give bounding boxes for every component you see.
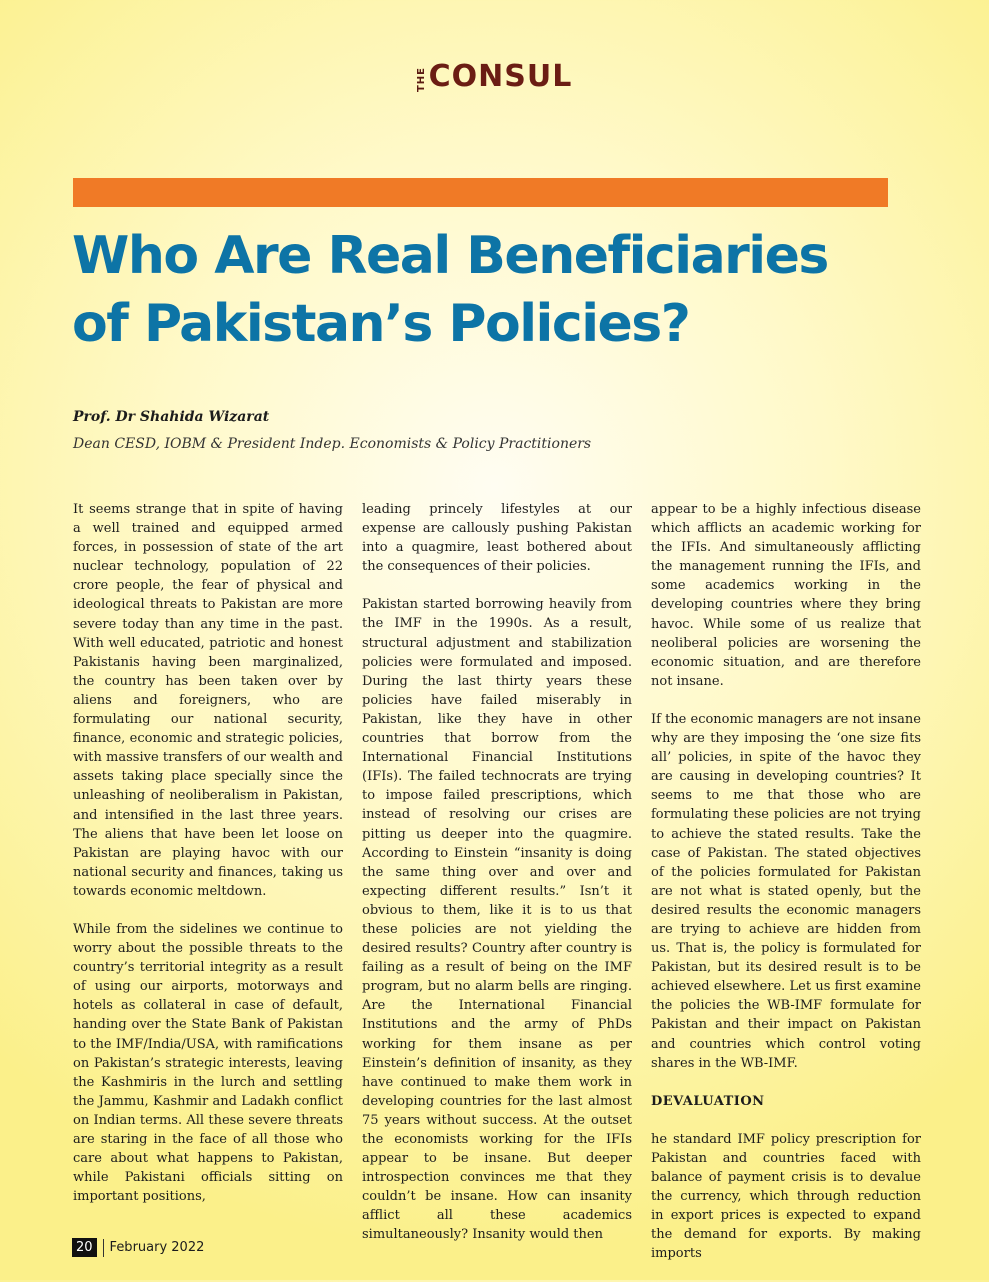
- section-heading: DEVALUATION: [651, 1093, 765, 1109]
- page-number: 20: [72, 1238, 97, 1257]
- title-line-1: Who Are Real Beneficiaries: [72, 226, 828, 286]
- masthead-the: THE: [415, 66, 427, 92]
- orange-header-bar: [73, 178, 888, 207]
- paragraph: Pakistan started borrowing heavily from the IMF in the 1990s. As a result, structural adjustment and stabilization policies were formulated and imposed. During the last thirty years these policies have failed miserably in Pakistan, like they have in other countries that borrow from the International Financial Institutions (IFIs). The failed technocrats are trying to impose failed prescriptions, which instead of resolving our crises are pitting us deeper into the quagmire. According to Einstein “insanity is doing the same thing over and over and expecting different results.” Isn’t it obvious to them, like it is to us that these policies are not yielding the desired results? Country after country is failing as a result of being on the IMF program, but no alarm bells are ringing. Are the International Financial Institutions and the army of PhDs working for them insane as per Einstein’s definition of insanity, as they have continued to make them work in developing countries for the last almost 75 years without success. At the outset the economists working for the IFIs appear to be insane. But deeper introspection convinces me that they couldn’t be insane. How can insanity afflict all these academics simultaneously? Insanity would then: [362, 597, 632, 1243]
- column-2: [362, 500, 632, 1264]
- author-name: Prof. Dr Shahida Wizarat: [73, 409, 270, 425]
- paragraph: While from the sidelines we continue to worry about the possible threats to the country’s territorial integrity as a result of using our airports, motorways and hotels as collateral in case of default, handing over the State Bank of Pakistan to the IMF/India/USA, with ramifications on Pakistan’s strategic interests, leaving the Kashmiris in the lurch and settling the Jammu, Kashmir and Ladakh conflict on Indian terms. All these severe threats are staring in the face of all those who care about what happens to Pakistan, while Pakistani officials sitting on important positions,: [73, 921, 343, 1205]
- paragraph: appear to be a highly infectious disease which afflicts an academic working for the IFIs. And simultaneously afflicting the management running the IFIs, and some academics working in the developing countries where they bring havoc. While some of us realize that neoliberal policies are worsening the economic situation, and are therefore not insane.: [651, 502, 921, 689]
- masthead-logo: [0, 59, 989, 96]
- issue-date: February 2022: [109, 1240, 205, 1255]
- masthead-consul: CONSUL: [428, 59, 573, 94]
- column-3: [651, 500, 921, 1282]
- paragraph: It seems strange that in spite of having a well trained and equipped armed forces, in possession of state of the art nuclear technology, population of 22 crore people, the fear of physical and ideological threats to Pakistan are more severe today than any time in the past. With well educated, patriotic and honest Pakistanis having been marginalized, the country has been taken over by aliens and foreigners, who are formulating our national security, finance, economic and strategic policies, with massive transfers of our wealth and assets taking place specially since the unleashing of neoliberalism in Pakistan, and intensified in the last three years. The aliens that have been let loose on Pakistan are playing havoc with our national security and finances, taking us towards economic meltdown.: [73, 502, 343, 899]
- paragraph: leading princely lifestyles at our expense are callously pushing Pakistan into a quagmire, least bothered about the consequences of their policies.: [362, 502, 632, 575]
- title-line-2: of Pakistan’s Policies?: [72, 294, 690, 354]
- author-affiliation: Dean CESD, IOBM & President Indep. Economists & Policy Practitioners: [73, 436, 592, 452]
- article-title: [72, 222, 952, 358]
- paragraph: he standard IMF policy prescription for Pakistan and countries faced with balance of payment crisis is to devalue the currency, which through reduction in export prices is expected to expand the demand for exports. By making imports: [651, 1131, 921, 1262]
- footer-divider: [103, 1239, 104, 1257]
- paragraph: If the economic managers are not insane why are they imposing the ‘one size fits all’ policies, in spite of the havoc they are causing in developing countries? It seems to me that those who are formulating these policies are not trying to achieve the stated results. Take the case of Pakistan. The stated objectives of the policies formulated for Pakistan are not what is stated openly, but the desired results the economic managers are trying to achieve are hidden from us. That is, the policy is formulated for Pakistan, but its desired result is to be achieved elsewhere. Let us first examine the policies the WB-IMF formulate for Pakistan and their impact on Pakistan and countries which control voting shares in the WB-IMF.: [651, 711, 921, 1071]
- column-1: [73, 500, 343, 1225]
- page-footer: [72, 1238, 204, 1257]
